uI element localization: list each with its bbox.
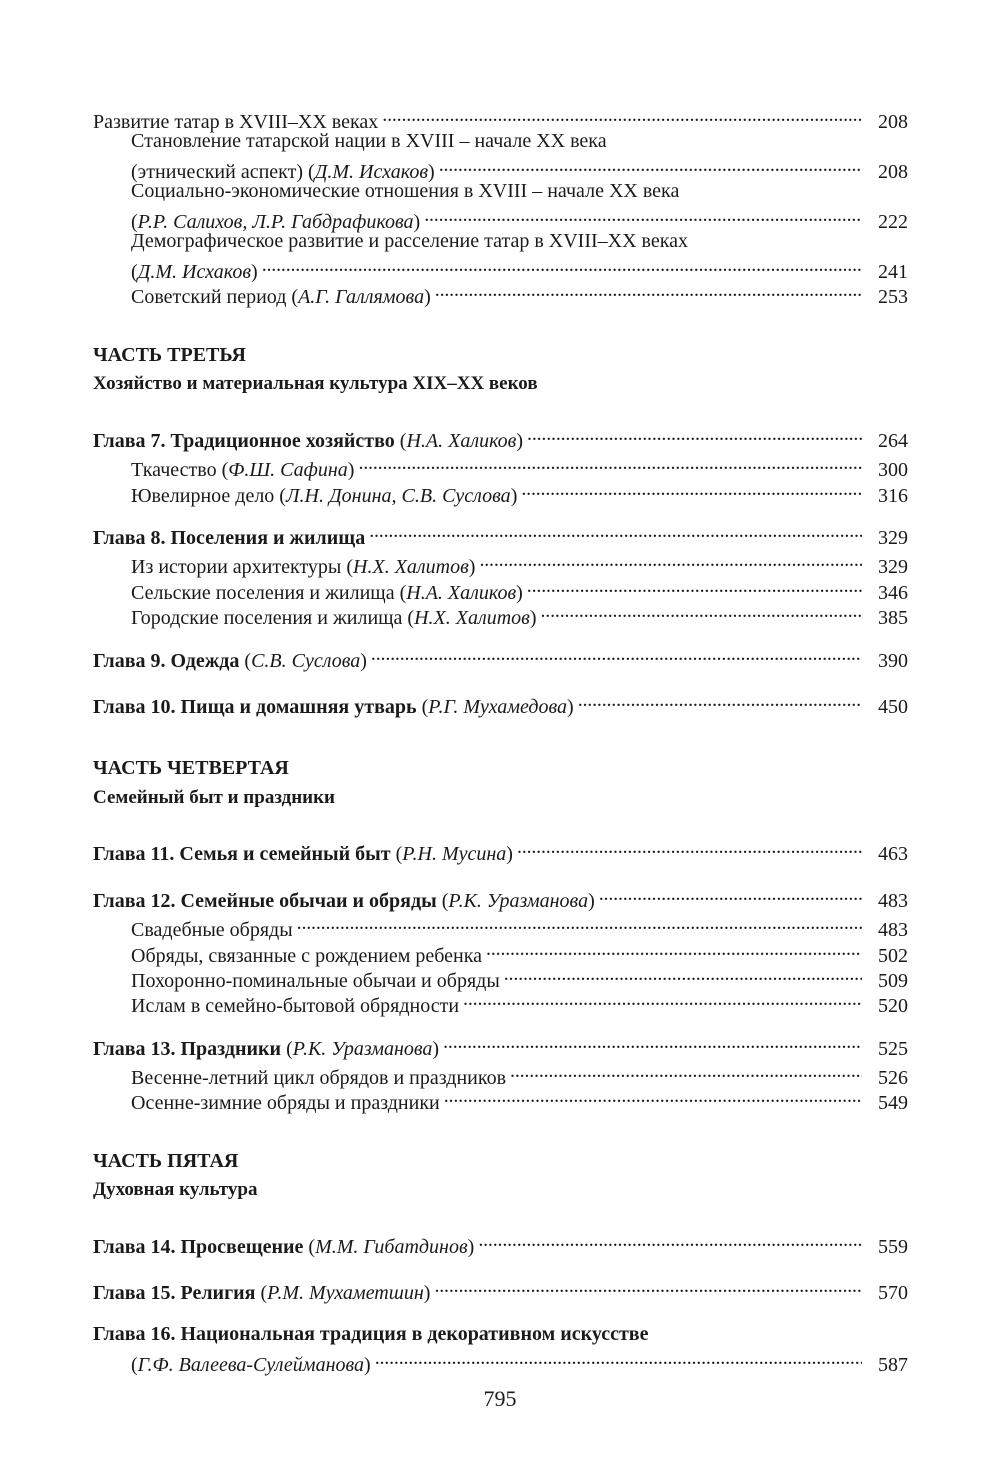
chapter-title: Глава 11. Семья и семейный быт: [93, 843, 391, 865]
toc-entry: Сельские поселения и жилища (Н.А. Халиков) . . . 346: [131, 575, 908, 599]
entry-title: Ювелирное дело (: [131, 485, 286, 507]
page-number: 346: [878, 582, 908, 604]
page-number: 483: [878, 890, 908, 912]
entry-author: Р.М. Мухаметшин: [267, 1282, 424, 1304]
leader-dots: [478, 1229, 862, 1253]
chapter-title: Глава 8. Поселения и жилища: [93, 527, 366, 549]
toc-entry: [131, 1085, 908, 1114]
leader-dots: [439, 154, 862, 178]
page-number: 463: [878, 843, 908, 865]
leader-dots: [382, 104, 862, 128]
chapter-entry: Глава 15. Религия (Р.М. Мухаметшин) . . . 570: [93, 1275, 908, 1299]
part-title: ЧАСТЬ ЧЕТВЕРТАЯ: [93, 757, 289, 779]
page-folio: 795: [483, 1386, 517, 1411]
toc-entry: [131, 279, 908, 308]
toc-entry: Ювелирное дело (Л.Н. Донина, С.В. Суслова) . . . 316: [131, 478, 908, 502]
part-subtitle: Духовная культура: [93, 1179, 258, 1200]
chapter-entry: Глава 11. Семья и семейный быт (Р.Н. Мусина) . . . 463: [93, 836, 908, 860]
toc-entry: [131, 229, 908, 253]
entry-author: Н.Х. Халитов: [353, 556, 469, 578]
leader-dots: [443, 1031, 862, 1055]
entry-title: Сельские поселения и жилища (: [131, 582, 407, 604]
entry-author: С.В. Суслова: [251, 650, 361, 672]
entry-title: Похоронно-поминальные обычаи и обряды: [131, 970, 500, 992]
leader-dots: [444, 1085, 862, 1109]
leader-dots: [578, 689, 862, 713]
chapter-entry: Глава 9. Одежда (С.В. Суслова) . . . 390: [93, 643, 908, 667]
leader-dots: [486, 938, 862, 962]
entry-author: Д.М. Исхаков: [137, 261, 252, 283]
toc-entry: [131, 129, 908, 153]
toc-entry: [131, 912, 908, 941]
entry-author: Д.М. Исхаков: [314, 161, 429, 183]
leader-dots: [358, 452, 862, 476]
leader-dots: [435, 279, 862, 303]
toc-entry: [131, 179, 908, 203]
page-number: 502: [878, 945, 908, 967]
leader-dots: [479, 549, 862, 573]
leader-dots: [504, 963, 862, 987]
entry-author: Р.К. Уразманова: [448, 890, 589, 912]
chapter-entry: Глава 13. Праздники (Р.К. Уразманова) . . . 525: [93, 1031, 908, 1055]
entry-title: Из истории архитектуры (: [131, 556, 354, 578]
page-number: 208: [878, 111, 908, 133]
toc-entry: [131, 938, 908, 967]
entry-title: Городские поселения и жилища (: [131, 607, 415, 629]
entry-title: Обряды, связанные с рождением ребенка: [131, 945, 483, 967]
leader-dots: [434, 1275, 862, 1299]
page-number: 450: [878, 696, 908, 718]
entry-title: Ткачество (: [131, 459, 229, 481]
leader-dots: [297, 912, 862, 936]
page-number: 509: [878, 970, 908, 992]
toc-entry: Ткачество (Ф.Ш. Сафина) . . . 300: [131, 452, 908, 476]
page-number: 264: [878, 430, 908, 452]
entry-author: Н.А. Халиков: [406, 582, 517, 604]
page-number: 316: [878, 485, 908, 507]
chapter-title: Глава 9. Одежда: [93, 650, 240, 672]
leader-dots: [369, 520, 862, 544]
chapter-title: Глава 13. Праздники: [93, 1038, 282, 1060]
entry-author: Р.К. Уразманова: [292, 1038, 433, 1060]
entry-title: Социально-экономические отношения в XVIII – начале XX века: [131, 180, 680, 202]
leader-dots: [527, 423, 862, 447]
entry-title: Развитие татар в XVIII–XX веках: [93, 111, 379, 133]
entry-author: Р.Р. Салихов, Л.Р. Габдрафикова: [137, 211, 414, 233]
leader-dots: [527, 575, 862, 599]
chapter-entry: Глава 7. Традиционное хозяйство (Н.А. Халиков) . . . 264: [93, 423, 908, 447]
chapter-title: Глава 16. Национальная традиция в декоративном искусстве: [93, 1323, 649, 1345]
page-number: 390: [878, 650, 908, 672]
entry-title: Весенне-летний цикл обрядов и праздников: [131, 1067, 507, 1089]
chapter-entry: Глава 14. Просвещение (М.М. Гибатдинов) . . . 559: [93, 1229, 908, 1253]
entry-title: (Д.М. Исхаков): [131, 261, 258, 283]
page-number: 526: [878, 1067, 908, 1089]
entry-title: Свадебные обряды: [131, 919, 293, 941]
leader-dots: [463, 988, 862, 1012]
page-number: 241: [878, 261, 908, 283]
entry-title: Осенне-зимние обряды и праздники: [131, 1092, 440, 1114]
part-subtitle: Семейный быт и праздники: [93, 787, 336, 808]
leader-dots: [599, 883, 862, 907]
toc-entry: [131, 154, 908, 183]
toc-entry: [131, 254, 908, 283]
leader-dots: [375, 1347, 862, 1371]
leader-dots: [424, 204, 862, 228]
leader-dots: [510, 1060, 862, 1084]
page-number: 329: [878, 527, 908, 549]
entry-title: (Р.Р. Салихов, Л.Р. Габдрафикова): [131, 211, 421, 233]
entry-author: М.М. Гибатдинов: [315, 1236, 468, 1258]
chapter-title: Глава 14. Просвещение: [93, 1236, 304, 1258]
page-number: 300: [878, 459, 908, 481]
part-subtitle: Хозяйство и материальная культура XIX–XX веков: [93, 373, 538, 394]
entry-author: Г.Ф. Валеева-Сулейманова: [137, 1354, 365, 1376]
page-number: 329: [878, 556, 908, 578]
toc-entry: [131, 1060, 908, 1089]
leader-dots: [262, 254, 862, 278]
chapter-entry: Глава 12. Семейные обычаи и обряды (Р.К. Уразманова) . . . 483: [93, 883, 908, 907]
toc-entry: [131, 963, 908, 992]
page-number: 483: [878, 919, 908, 941]
page-number: 222: [878, 211, 908, 233]
entry-title: Демографическое развитие и расселение татар в XVIII–XX веках: [131, 230, 689, 252]
entry-author: Р.Н. Мусина: [402, 843, 507, 865]
entry-author: Н.А. Халиков: [406, 430, 517, 452]
part-title: ЧАСТЬ ПЯТАЯ: [93, 1150, 239, 1172]
entry-title: Советский период (А.Г. Галлямова): [131, 286, 431, 308]
entry-author: Н.Х. Халитов: [414, 607, 530, 629]
toc-entry: [131, 204, 908, 233]
page-number: 587: [878, 1354, 908, 1376]
part-title: ЧАСТЬ ТРЕТЬЯ: [93, 344, 246, 366]
page-number: 253: [878, 286, 908, 308]
page-number: 208: [878, 161, 908, 183]
toc-entry: [93, 104, 908, 133]
chapter-title: Глава 7. Традиционное хозяйство: [93, 430, 395, 452]
chapter-title: Глава 12. Семейные обычаи и обряды: [93, 890, 437, 912]
page-number: 520: [878, 995, 908, 1017]
entry-author: Р.Г. Мухамедова: [428, 696, 568, 718]
page-number: 525: [878, 1038, 908, 1060]
chapter-entry: [93, 520, 908, 549]
entry-author: Ф.Ш. Сафина: [228, 459, 348, 481]
entry-author: Л.Н. Донина, С.В. Суслова: [285, 485, 511, 507]
page-number: 559: [878, 1236, 908, 1258]
entry-title: (этнический аспект) (Д.М. Исхаков): [131, 161, 435, 183]
toc-entry: [131, 988, 908, 1017]
chapter-title: Глава 10. Пища и домашняя утварь: [93, 696, 417, 718]
leader-dots: [371, 643, 862, 667]
page-number: 549: [878, 1092, 908, 1114]
leader-dots: [517, 836, 862, 860]
entry-author: А.Г. Галлямова: [298, 286, 425, 308]
leader-dots: [541, 600, 863, 624]
leader-dots: [521, 478, 862, 502]
entry-title: Ислам в семейно-бытовой обрядности: [131, 995, 460, 1017]
page-number: 570: [878, 1282, 908, 1304]
chapter-entry: Глава 10. Пища и домашняя утварь (Р.Г. Мухамедова) . . . 450: [93, 689, 908, 713]
toc-entry: (Г.Ф. Валеева-Сулейманова) . . . 587: [131, 1347, 908, 1371]
toc-entry: Из истории архитектуры (Н.Х. Халитов) . . . 329: [131, 549, 908, 573]
entry-title: Становление татарской нации в XVIII – начале XX века: [131, 130, 607, 152]
page-number: 385: [878, 607, 908, 629]
toc-entry: Городские поселения и жилища (Н.Х. Халитов) . . . 385: [131, 600, 908, 624]
chapter-entry: [93, 1322, 908, 1346]
chapter-title: Глава 15. Религия: [93, 1282, 256, 1304]
